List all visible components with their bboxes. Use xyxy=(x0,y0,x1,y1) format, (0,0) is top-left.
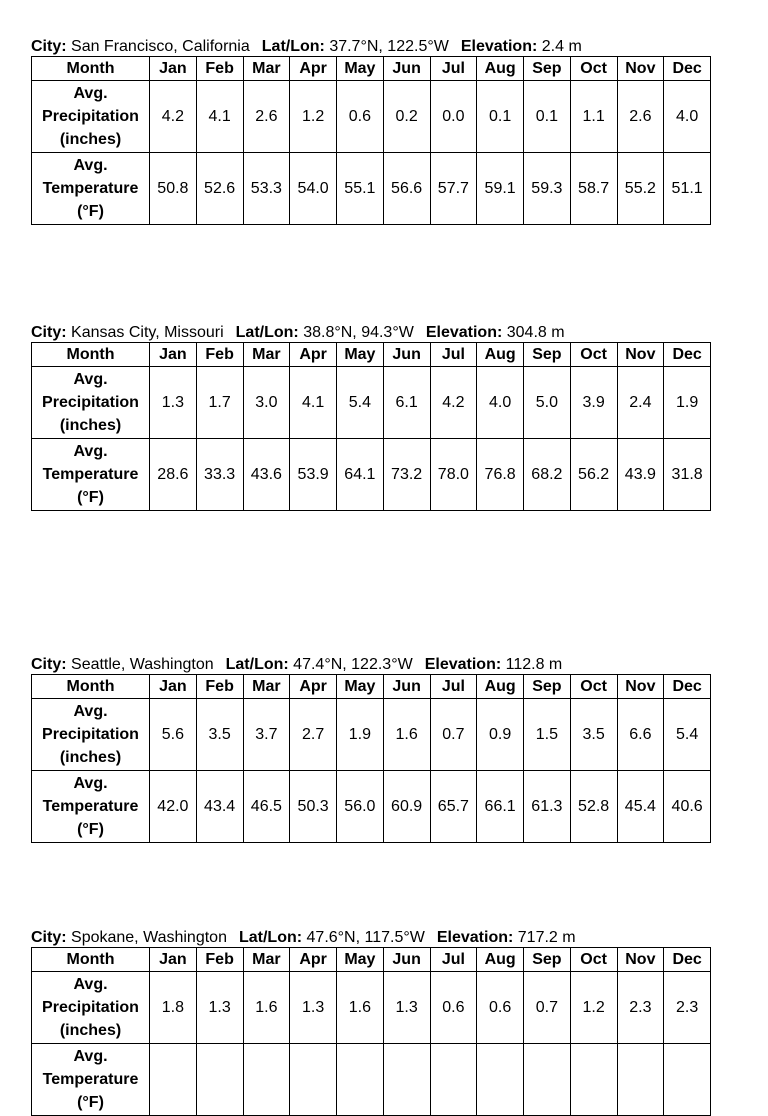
table-cell: 78.0 xyxy=(430,439,477,511)
elevation-value: 304.8 m xyxy=(506,324,565,341)
table-cell: 2.6 xyxy=(243,81,290,153)
table-cell: 3.5 xyxy=(196,699,243,771)
row-header-line: Avg. xyxy=(73,85,108,102)
city-climate-block xyxy=(31,323,711,511)
table-cell: 0.7 xyxy=(524,972,571,1044)
table-cell: 53.3 xyxy=(243,153,290,225)
city-name: Seattle, Washington xyxy=(71,656,214,673)
row-header-line: (inches) xyxy=(59,749,122,766)
month-column-header: Dec xyxy=(664,948,711,972)
precipitation-row-header xyxy=(32,699,150,771)
climate-table xyxy=(31,342,711,511)
month-column-header: Jun xyxy=(383,57,430,81)
table-cell: 4.0 xyxy=(664,81,711,153)
month-column-header: Dec xyxy=(664,57,711,81)
table-cell: 4.1 xyxy=(290,367,337,439)
table-cell: 53.9 xyxy=(290,439,337,511)
month-column-header: Sep xyxy=(524,675,571,699)
row-header-line: Avg. xyxy=(73,775,108,792)
table-cell: 1.6 xyxy=(383,699,430,771)
table-cell: 55.1 xyxy=(337,153,384,225)
city-info-line xyxy=(31,37,711,56)
temperature-row-header xyxy=(32,1044,150,1116)
city-label: City: xyxy=(31,656,67,673)
row-header-line: Avg. xyxy=(73,703,108,720)
temperature-row-header xyxy=(32,771,150,843)
elevation-value: 112.8 m xyxy=(505,656,563,673)
precipitation-row xyxy=(32,972,711,1044)
month-column-header: Mar xyxy=(243,343,290,367)
month-column-header: Aug xyxy=(477,57,524,81)
table-cell: 59.1 xyxy=(477,153,524,225)
precipitation-row xyxy=(32,699,711,771)
table-cell: 0.1 xyxy=(524,81,571,153)
table-cell: 1.3 xyxy=(383,972,430,1044)
temperature-row-header xyxy=(32,439,150,511)
city-label: City: xyxy=(31,324,67,341)
table-cell: 5.4 xyxy=(664,699,711,771)
month-column-header: Apr xyxy=(290,675,337,699)
city-climate-block xyxy=(31,37,711,225)
month-column-header: Jan xyxy=(150,675,197,699)
table-cell: 0.9 xyxy=(477,699,524,771)
table-cell: 1.6 xyxy=(243,972,290,1044)
table-cell: 3.5 xyxy=(570,699,617,771)
latlon-value: 38.8°N, 94.3°W xyxy=(303,324,414,341)
temperature-row xyxy=(32,439,711,511)
row-header-line: Avg. xyxy=(73,443,108,460)
table-cell: 1.5 xyxy=(524,699,571,771)
table-cell xyxy=(383,1044,430,1116)
table-cell: 76.8 xyxy=(477,439,524,511)
table-cell xyxy=(664,1044,711,1116)
table-cell: 50.3 xyxy=(290,771,337,843)
table-cell: 6.1 xyxy=(383,367,430,439)
latlon-label: Lat/Lon: xyxy=(225,656,289,673)
month-column-header: Oct xyxy=(570,948,617,972)
city-info-line xyxy=(31,928,711,947)
table-cell: 4.0 xyxy=(477,367,524,439)
table-cell: 64.1 xyxy=(337,439,384,511)
table-cell: 31.8 xyxy=(664,439,711,511)
table-cell: 56.6 xyxy=(383,153,430,225)
elevation-label: Elevation: xyxy=(424,656,502,673)
climate-table xyxy=(31,56,711,225)
table-cell: 6.6 xyxy=(617,699,664,771)
table-cell: 59.3 xyxy=(524,153,571,225)
table-cell: 66.1 xyxy=(477,771,524,843)
row-header-line: (inches) xyxy=(59,131,122,148)
table-cell: 52.6 xyxy=(196,153,243,225)
city-name: Kansas City, Missouri xyxy=(71,324,224,341)
table-cell: 1.3 xyxy=(196,972,243,1044)
row-header-line: Precipitation xyxy=(42,108,139,125)
month-column-header: Mar xyxy=(243,948,290,972)
table-cell: 73.2 xyxy=(383,439,430,511)
table-cell: 2.7 xyxy=(290,699,337,771)
elevation-label: Elevation: xyxy=(436,929,514,946)
month-column-header: Mar xyxy=(243,675,290,699)
month-column-header: May xyxy=(337,343,384,367)
month-column-header: Dec xyxy=(664,675,711,699)
table-cell: 33.3 xyxy=(196,439,243,511)
climate-table xyxy=(31,674,711,843)
table-cell: 61.3 xyxy=(524,771,571,843)
table-cell xyxy=(290,1044,337,1116)
elevation-value: 717.2 m xyxy=(517,929,576,946)
header-row xyxy=(32,57,711,81)
table-cell xyxy=(477,1044,524,1116)
month-header: Month xyxy=(32,675,150,699)
city-info-line xyxy=(31,655,711,674)
table-cell: 43.4 xyxy=(196,771,243,843)
row-header-line: Avg. xyxy=(73,157,108,174)
row-header-line: Avg. xyxy=(73,1048,108,1065)
elevation-label: Elevation: xyxy=(460,38,538,55)
row-header-line: (°F) xyxy=(77,1094,104,1111)
month-column-header: May xyxy=(337,675,384,699)
month-column-header: May xyxy=(337,57,384,81)
table-cell xyxy=(150,1044,197,1116)
city-label: City: xyxy=(31,38,67,55)
table-cell: 4.2 xyxy=(150,81,197,153)
month-column-header: Sep xyxy=(524,57,571,81)
table-cell: 4.1 xyxy=(196,81,243,153)
month-column-header: Jul xyxy=(430,948,477,972)
month-column-header: Nov xyxy=(617,343,664,367)
row-header-line: Precipitation xyxy=(42,726,139,743)
row-header-line: Temperature xyxy=(42,1071,139,1088)
table-cell: 50.8 xyxy=(150,153,197,225)
table-cell: 1.9 xyxy=(664,367,711,439)
table-cell: 1.7 xyxy=(196,367,243,439)
city-climate-block xyxy=(31,655,711,843)
temperature-row-header xyxy=(32,153,150,225)
row-header-line: Avg. xyxy=(73,371,108,388)
table-cell: 54.0 xyxy=(290,153,337,225)
month-column-header: Aug xyxy=(477,343,524,367)
table-cell: 3.9 xyxy=(570,367,617,439)
table-cell: 1.2 xyxy=(290,81,337,153)
month-column-header: Feb xyxy=(196,675,243,699)
table-cell: 0.1 xyxy=(477,81,524,153)
table-cell: 60.9 xyxy=(383,771,430,843)
table-cell: 3.0 xyxy=(243,367,290,439)
row-header-line: Temperature xyxy=(42,180,139,197)
month-column-header: Jul xyxy=(430,675,477,699)
header-row xyxy=(32,343,711,367)
month-column-header: Apr xyxy=(290,57,337,81)
month-column-header: Feb xyxy=(196,343,243,367)
latlon-value: 47.6°N, 117.5°W xyxy=(306,929,425,946)
table-cell: 45.4 xyxy=(617,771,664,843)
table-cell xyxy=(196,1044,243,1116)
month-column-header: Apr xyxy=(290,948,337,972)
month-column-header: Feb xyxy=(196,948,243,972)
elevation-value: 2.4 m xyxy=(541,38,582,55)
month-column-header: Jun xyxy=(383,675,430,699)
month-column-header: Jun xyxy=(383,948,430,972)
city-climate-block xyxy=(31,928,711,1116)
row-header-line: (°F) xyxy=(77,203,104,220)
precipitation-row xyxy=(32,367,711,439)
month-column-header: May xyxy=(337,948,384,972)
table-cell: 2.6 xyxy=(617,81,664,153)
latlon-value: 47.4°N, 122.3°W xyxy=(293,656,413,673)
table-cell: 0.0 xyxy=(430,81,477,153)
elevation-label: Elevation: xyxy=(425,324,503,341)
row-header-line: (°F) xyxy=(77,489,104,506)
latlon-label: Lat/Lon: xyxy=(238,929,303,946)
table-cell: 57.7 xyxy=(430,153,477,225)
month-column-header: Jul xyxy=(430,343,477,367)
precipitation-row-header xyxy=(32,972,150,1044)
latlon-label: Lat/Lon: xyxy=(261,38,325,55)
month-column-header: Sep xyxy=(524,343,571,367)
header-row xyxy=(32,948,711,972)
temperature-row xyxy=(32,153,711,225)
table-cell: 1.6 xyxy=(337,972,384,1044)
table-cell xyxy=(430,1044,477,1116)
month-column-header: Jul xyxy=(430,57,477,81)
month-column-header: Dec xyxy=(664,343,711,367)
month-column-header: Jan xyxy=(150,57,197,81)
table-cell: 51.1 xyxy=(664,153,711,225)
month-column-header: Sep xyxy=(524,948,571,972)
table-cell: 56.0 xyxy=(337,771,384,843)
month-column-header: Nov xyxy=(617,675,664,699)
table-cell: 40.6 xyxy=(664,771,711,843)
row-header-line: (°F) xyxy=(77,821,104,838)
table-cell: 5.0 xyxy=(524,367,571,439)
month-column-header: Oct xyxy=(570,675,617,699)
table-cell: 43.6 xyxy=(243,439,290,511)
month-column-header: Apr xyxy=(290,343,337,367)
table-cell xyxy=(570,1044,617,1116)
month-header: Month xyxy=(32,948,150,972)
table-cell: 1.3 xyxy=(150,367,197,439)
temperature-row xyxy=(32,1044,711,1116)
table-cell xyxy=(617,1044,664,1116)
table-cell: 68.2 xyxy=(524,439,571,511)
table-cell: 0.6 xyxy=(337,81,384,153)
table-cell: 1.3 xyxy=(290,972,337,1044)
table-cell: 55.2 xyxy=(617,153,664,225)
city-name: Spokane, Washington xyxy=(71,929,227,946)
row-header-line: Precipitation xyxy=(42,999,139,1016)
table-cell: 2.4 xyxy=(617,367,664,439)
month-header: Month xyxy=(32,343,150,367)
table-cell: 4.2 xyxy=(430,367,477,439)
month-column-header: Nov xyxy=(617,57,664,81)
month-column-header: Oct xyxy=(570,57,617,81)
table-cell: 0.2 xyxy=(383,81,430,153)
table-cell xyxy=(337,1044,384,1116)
table-cell: 5.4 xyxy=(337,367,384,439)
month-column-header: Jan xyxy=(150,343,197,367)
table-cell: 0.6 xyxy=(477,972,524,1044)
header-row xyxy=(32,675,711,699)
temperature-row xyxy=(32,771,711,843)
table-cell: 0.7 xyxy=(430,699,477,771)
table-cell: 2.3 xyxy=(617,972,664,1044)
month-column-header: Jan xyxy=(150,948,197,972)
month-column-header: Mar xyxy=(243,57,290,81)
table-cell: 43.9 xyxy=(617,439,664,511)
table-cell: 52.8 xyxy=(570,771,617,843)
table-cell: 42.0 xyxy=(150,771,197,843)
table-cell: 1.1 xyxy=(570,81,617,153)
month-column-header: Nov xyxy=(617,948,664,972)
precipitation-row-header xyxy=(32,367,150,439)
city-label: City: xyxy=(31,929,67,946)
precipitation-row xyxy=(32,81,711,153)
month-column-header: Aug xyxy=(477,675,524,699)
table-cell: 46.5 xyxy=(243,771,290,843)
table-cell: 58.7 xyxy=(570,153,617,225)
latlon-label: Lat/Lon: xyxy=(235,324,299,341)
climate-table xyxy=(31,947,711,1116)
table-cell: 1.9 xyxy=(337,699,384,771)
table-cell xyxy=(524,1044,571,1116)
city-info-line xyxy=(31,323,711,342)
row-header-line: Temperature xyxy=(42,466,139,483)
row-header-line: Precipitation xyxy=(42,394,139,411)
month-column-header: Jun xyxy=(383,343,430,367)
precipitation-row-header xyxy=(32,81,150,153)
row-header-line: (inches) xyxy=(59,417,122,434)
month-column-header: Aug xyxy=(477,948,524,972)
row-header-line: Temperature xyxy=(42,798,139,815)
table-cell xyxy=(243,1044,290,1116)
month-header: Month xyxy=(32,57,150,81)
table-cell: 56.2 xyxy=(570,439,617,511)
table-cell: 3.7 xyxy=(243,699,290,771)
row-header-line: (inches) xyxy=(59,1022,122,1039)
latlon-value: 37.7°N, 122.5°W xyxy=(329,38,449,55)
row-header-line: Avg. xyxy=(73,976,108,993)
month-column-header: Oct xyxy=(570,343,617,367)
month-column-header: Feb xyxy=(196,57,243,81)
table-cell: 28.6 xyxy=(150,439,197,511)
table-cell: 0.6 xyxy=(430,972,477,1044)
city-name: San Francisco, California xyxy=(71,38,250,55)
table-cell: 1.8 xyxy=(150,972,197,1044)
table-cell: 1.2 xyxy=(570,972,617,1044)
table-cell: 65.7 xyxy=(430,771,477,843)
table-cell: 2.3 xyxy=(664,972,711,1044)
table-cell: 5.6 xyxy=(150,699,197,771)
